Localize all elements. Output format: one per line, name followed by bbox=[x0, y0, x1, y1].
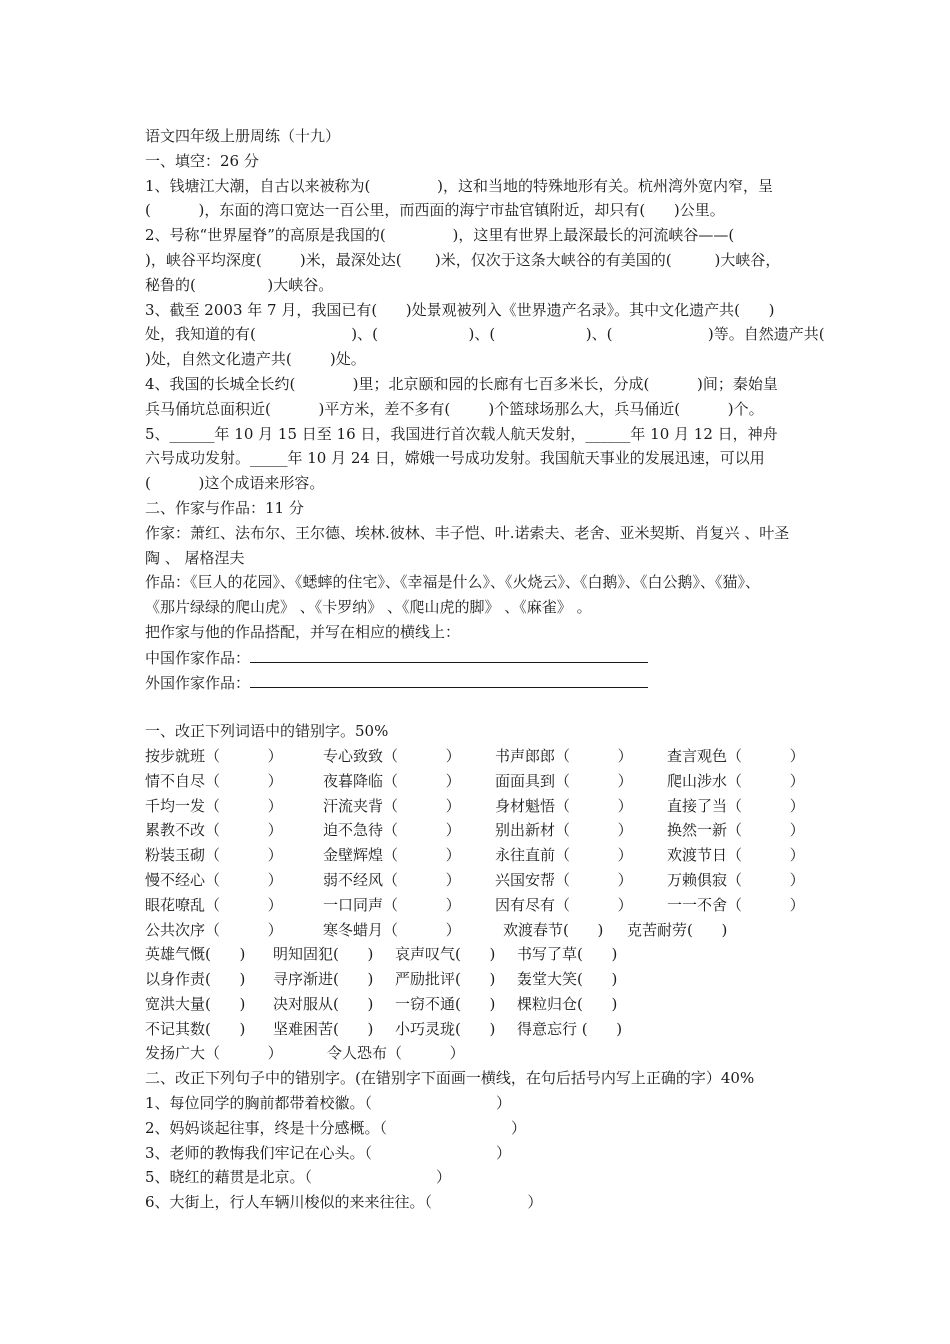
section-sentence-typos-heading: 二、改正下列句子中的错别字。(在错别字下面画一横线，在句后括号内写上正确的字）40% bbox=[145, 1069, 755, 1088]
word-typo-item: 万赖俱寂（ ） bbox=[667, 870, 805, 889]
word-typo-item: 兴国安帮（ ） bbox=[495, 870, 633, 889]
fill-blank-line: 4、我国的长城全长约( )里；北京颐和园的长廊有七百多米长，分成( )间；秦始皇 bbox=[145, 374, 778, 393]
section-word-typos-heading: 一、改正下列词语中的错别字。50% bbox=[145, 722, 389, 741]
word-typo-item: 情不自尽（ ） bbox=[145, 771, 283, 790]
matching-instruction: 把作家与他的作品搭配，并写在相应的横线上： bbox=[145, 622, 461, 641]
word-typo-item: 永往直前（ ） bbox=[495, 846, 633, 865]
foreign-works-answer-line[interactable] bbox=[250, 670, 648, 688]
word-typo-item: 累教不改（ ） bbox=[145, 821, 283, 840]
word-typo-row bbox=[145, 1041, 825, 1066]
word-typo-item: 慢不经心（ ） bbox=[145, 870, 283, 889]
fill-blank-line: ( )这个成语来形容。 bbox=[145, 474, 325, 493]
fill-blank-line: 六号成功发射。_____年 10 月 24 日，嫦娥一号成功发射。我国航天事业的发展迅速，可以用 bbox=[145, 449, 765, 468]
fill-blank-line: 1、钱塘江大潮，自古以来被称为( )，这和当地的特殊地形有关。杭州湾外宽内窄，呈 bbox=[145, 176, 774, 195]
word-typo-item: 明知固犯( ) bbox=[273, 945, 374, 964]
chinese-works-row bbox=[145, 645, 825, 670]
foreign-works-label: 外国作家作品： bbox=[145, 673, 251, 692]
word-typo-item: 发扬广大（ ） bbox=[145, 1044, 283, 1063]
word-typo-item: 哀声叹气( ) bbox=[395, 945, 496, 964]
word-typo-row bbox=[145, 918, 825, 943]
word-typo-item: 书写了草( ) bbox=[517, 945, 618, 964]
word-typo-row bbox=[145, 893, 825, 918]
word-typo-item: 欢渡春节( ) bbox=[503, 920, 604, 939]
word-typo-item: 令人恐布（ ） bbox=[327, 1044, 465, 1063]
fill-blank-line: 2、号称“世界屋脊”的高原是我国的( )，这里有世界上最深最长的河流峡谷——( bbox=[145, 226, 735, 245]
word-typo-row bbox=[145, 769, 825, 794]
word-typo-item: 千均一发（ ） bbox=[145, 796, 283, 815]
word-typo-item: 得意忘行 ( ) bbox=[517, 1019, 623, 1038]
word-typos-grid bbox=[145, 744, 825, 1066]
word-typo-item: 公共次序（ ） bbox=[145, 920, 283, 939]
fill-blank-line: ( )，东面的湾口宽达一百公里，而西面的海宁市盐官镇附近，却只有( )公里。 bbox=[145, 201, 725, 220]
word-typo-item: 眼花嘹乱（ ） bbox=[145, 895, 283, 914]
fill-blank-line: )处，自然文化遗产共( )处。 bbox=[145, 350, 366, 369]
word-typo-item: 一口同声（ ） bbox=[323, 895, 461, 914]
word-typo-item: 不记其数( ) bbox=[145, 1019, 246, 1038]
word-typo-item: 决对服从( ) bbox=[273, 994, 374, 1013]
word-typo-item: 粉装玉砌（ ） bbox=[145, 846, 283, 865]
word-typo-row bbox=[145, 794, 825, 819]
word-typo-item: 一窃不通( ) bbox=[395, 994, 496, 1013]
word-typo-item: 因有尽有（ ） bbox=[495, 895, 633, 914]
word-typo-item: 书声郎郎（ ） bbox=[495, 746, 633, 765]
foreign-works-row bbox=[145, 670, 825, 695]
fill-blank-line: 3、截至 2003 年 7 月，我国已有( )处景观被列入《世界遗产名录》。其中文化遗产共( ) bbox=[145, 300, 775, 319]
word-typo-item: 身材魁悟（ ） bbox=[495, 796, 633, 815]
word-typo-item: 别出新材（ ） bbox=[495, 821, 633, 840]
works-list: 作品：《巨人的花园》、《蟋蟀的住宅》、《幸福是什么》、《火烧云》、《白鹅》、《白公鹅》、《猫》、 bbox=[145, 573, 761, 592]
word-typo-row bbox=[145, 942, 825, 967]
chinese-works-answer-line[interactable] bbox=[250, 645, 648, 663]
word-typo-item: 查言观色（ ） bbox=[667, 746, 805, 765]
word-typo-item: 以身作责( ) bbox=[145, 970, 246, 989]
fill-blank-line: 处，我知道的有( )、( )、( )、( )等。自然遗产共( bbox=[145, 325, 825, 344]
word-typo-item: 小巧灵珑( ) bbox=[395, 1019, 496, 1038]
sentence-item: 3、老师的教悔我们牢记在心头。（ ） bbox=[145, 1143, 512, 1162]
section-spacer bbox=[145, 694, 825, 719]
word-typo-item: 面面具到（ ） bbox=[495, 771, 633, 790]
sentence-item: 2、妈妈谈起往事，终是十分感概。（ ） bbox=[145, 1118, 527, 1137]
word-typo-item: 欢渡节日（ ） bbox=[667, 846, 805, 865]
authors-list-continued: 陶 、 屠格涅夫 bbox=[145, 548, 245, 567]
fill-blank-line: 5、______年 10 月 15 日至 16 日，我国进行首次载人航天发射，______年 10 月 12 日，神舟 bbox=[145, 424, 778, 443]
word-typo-item: 爬山涉水（ ） bbox=[667, 771, 805, 790]
fill-blank-line: 兵马俑坑总面积近( )平方米，差不多有( )个篮球场那么大，兵马俑近( )个。 bbox=[145, 399, 764, 418]
word-typo-row bbox=[145, 967, 825, 992]
word-typo-item: 寒冬蜡月（ ） bbox=[323, 920, 461, 939]
word-typo-item: 汗流夹背（ ） bbox=[323, 796, 461, 815]
word-typo-item: 英雄气慨( ) bbox=[145, 945, 246, 964]
word-typo-item: 寻序渐进( ) bbox=[273, 970, 374, 989]
word-typo-item: 迫不急待（ ） bbox=[323, 821, 461, 840]
chinese-works-label: 中国作家作品： bbox=[145, 648, 251, 667]
word-typo-item: 弱不经风（ ） bbox=[323, 870, 461, 889]
authors-list: 作家：萧红、法布尔、王尔德、埃林.彼林、丰子恺、叶.诺索夫、老舍、亚米契斯、肖复兴 、叶圣 bbox=[145, 523, 790, 542]
word-typo-item: 换然一新（ ） bbox=[667, 821, 805, 840]
worksheet bbox=[145, 124, 825, 1215]
word-typo-item: 严励批评( ) bbox=[395, 970, 496, 989]
word-typo-row bbox=[145, 992, 825, 1017]
word-typo-item: 坚难困苦( ) bbox=[273, 1019, 374, 1038]
word-typo-item: 按步就班（ ） bbox=[145, 746, 283, 765]
word-typo-row bbox=[145, 1017, 825, 1042]
fill-blank-line: 秘鲁的( )大峡谷。 bbox=[145, 275, 334, 294]
word-typo-item: 金壁辉煌（ ） bbox=[323, 846, 461, 865]
sentence-item: 5、晓红的藉贯是北京。（ ） bbox=[145, 1168, 452, 1187]
fill-blank-line: )，峡谷平均深度( )米，最深处达( )米，仅次于这条大峡谷的有美国的( )大峡谷， bbox=[145, 250, 781, 269]
sentence-item: 6、大街上，行人车辆川梭似的来来往往。（ ） bbox=[145, 1193, 543, 1212]
works-list-continued: 《那片绿绿的爬山虎》 、《卡罗纳》 、《爬山虎的脚》 、《麻雀》 。 bbox=[145, 598, 592, 617]
word-typo-item: 宽洪大量( ) bbox=[145, 994, 246, 1013]
word-typo-row bbox=[145, 868, 825, 893]
word-typo-item: 专心致致（ ） bbox=[323, 746, 461, 765]
section-fill-blank-heading: 一、填空：26 分 bbox=[145, 151, 259, 170]
word-typo-row bbox=[145, 818, 825, 843]
worksheet-title: 语文四年级上册周练（十九） bbox=[145, 127, 341, 145]
word-typo-item: 棵粒归仓( ) bbox=[517, 994, 618, 1013]
word-typo-row bbox=[145, 843, 825, 868]
word-typo-item: 一一不舍（ ） bbox=[667, 895, 805, 914]
word-typo-item: 克苦耐劳( ) bbox=[627, 920, 728, 939]
word-typo-item: 轰堂大笑( ) bbox=[517, 970, 618, 989]
word-typo-row bbox=[145, 744, 825, 769]
sentence-item: 1、每位同学的胸前都带着校徽。（ ） bbox=[145, 1094, 512, 1113]
word-typo-item: 直接了当（ ） bbox=[667, 796, 805, 815]
section-authors-heading: 二、作家与作品：11 分 bbox=[145, 498, 304, 517]
word-typo-item: 夜暮降临（ ） bbox=[323, 771, 461, 790]
